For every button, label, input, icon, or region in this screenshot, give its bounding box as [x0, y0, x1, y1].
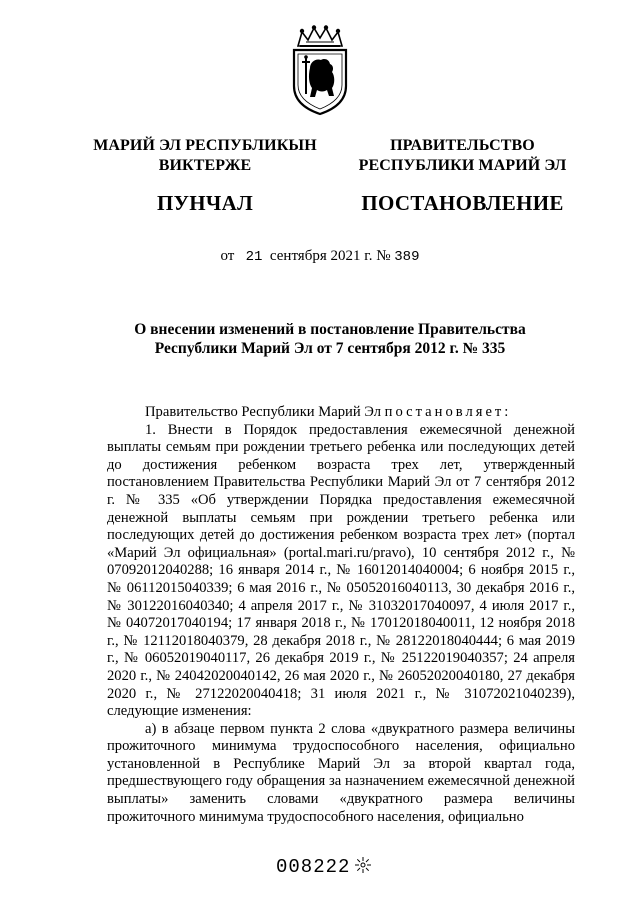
document-date — [0, 248, 640, 265]
paragraph-1: 1. Внести в Порядок предоставления ежемесячной денежной выплаты семьям при рождении третьего ребенка или последующих детей до достижения ребенком возраста трех лет, утвержденный постановлением Правительства Республики Марий Эл от 7 сентября 2012 г. № 335 «Об утверждении Порядка предоставления ежемесячной денежной выплаты семьям при рождении третьего ребенка или последующих детей до достижения ребенком возраста трех лет» (портал «Марий Эл официальная» (portal.mari.ru/pravo), 10 сентября 2012 г., № 07092012040288; 16 января 2014 г., № 16012014040004; 6 ноября 2015 г., № 06112015040339; 6 мая 2016 г., № 05052016040113, 30 декабря 2016 г., № 30122016040340; 4 апреля 2017 г., № 31032017040097, 4 июля 2017 г., № 04072017040194; 17 января 2018 г., № 17012018040011, 12 ноября 2018 г., № 12112018040379, 28 декабря 2018 г., № 28122018040444; 6 мая 2019 г., № 06052019040117, 26 декабря 2019 г., № 25122019040357; 24 апреля 2020 г., № 24042020040142, 26 мая 2020 г., № 26052020040180, 27 декабря 2020 г., № 27122020040418; 31 июля 2021 г., № 31072021040239), следующие изменения: — [107, 421, 575, 720]
header-right-block — [345, 136, 580, 216]
star-ornament-icon — [354, 856, 372, 874]
header-left-line2: ВИКТЕРЖЕ — [158, 157, 252, 174]
header-right-line2: РЕСПУБЛИКИ МАРИЙ ЭЛ — [358, 157, 567, 174]
intro-text: Правительство Республики Марий Эл — [145, 404, 385, 420]
date-month-year: сентября 2021 г. № — [269, 248, 391, 264]
header-right-line1: ПРАВИТЕЛЬСТВО — [390, 137, 535, 154]
serial-number: 008222 — [276, 856, 351, 878]
paragraph-a: а) в абзаце первом пункта 2 слова «двукратного размера величины прожиточного минимума трудоспособного населения, официально установленной в Республике Марий Эл за второй квартал года, предшествующего году обращения за назначением ежемесячной денежной выплаты» заменить словами «двукратного размера величины прожиточного минимума трудоспособного населения, официально — [107, 720, 575, 825]
header-left-block — [80, 136, 330, 216]
document-title-line2: Республики Марий Эл от 7 сентября 2012 г. № 335 — [154, 340, 506, 357]
document-title — [80, 320, 580, 358]
date-day: 21 — [245, 249, 263, 265]
document-body — [107, 404, 575, 826]
document-number: 389 — [394, 249, 420, 265]
header-left-title: ПУНЧАЛ — [156, 191, 254, 215]
intro-paragraph — [107, 404, 575, 422]
header-left-line1: МАРИЙ ЭЛ РЕСПУБЛИКЫН — [93, 137, 317, 154]
mari-el-coat-of-arms-icon — [288, 24, 352, 116]
intro-resolves: постановляет: — [384, 404, 512, 420]
document-title-line1: О внесении изменений в постановление Правительства — [134, 321, 526, 338]
header-right-title: ПОСТАНОВЛЕНИЕ — [361, 191, 564, 215]
date-prefix: от — [220, 248, 235, 264]
